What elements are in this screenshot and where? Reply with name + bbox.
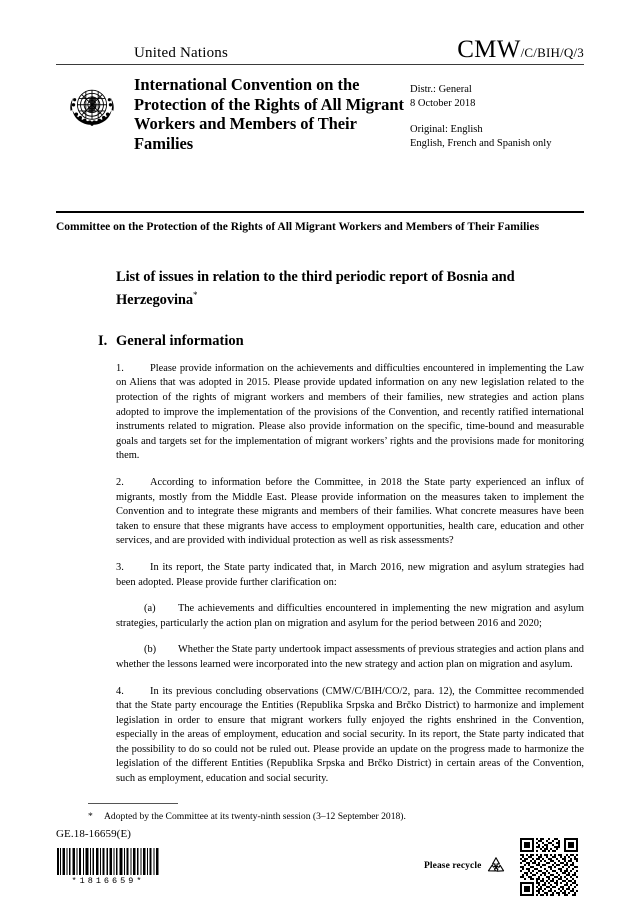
paragraph-3 [116, 561, 584, 590]
document-symbol-main: CMW [457, 36, 521, 63]
masthead-bottom-rule [56, 211, 584, 213]
paragraph-number: (b) [144, 644, 157, 656]
convention-title: International Convention on the Protection of the Rights of All Migrant Workers and Members of Their Families [134, 75, 404, 153]
recycle-label: Please recycle [424, 861, 482, 871]
paragraph-2 [116, 476, 584, 549]
paragraph-number: 1. [116, 362, 124, 374]
original-language-line: Original: English [410, 124, 483, 135]
paragraph-text: In its previous concluding observations (CMW/C/BIH/CO/2, para. 12), the Committee recommended that the State party encourage the Entities (Republika Srpska and Brčko District) to harmonize and implement legislation in order to ensure that migrant workers fully enjoyed the rights enshrined in the Convention, especially in the areas of employment, education and social security. In its report, the State party indicated that the possibility to do so could not be ruled out. Please provide an update on the progress made to harmonize the legislation of the different Entities (Republika Srpska and Brčko District) in certain areas of the Convention, such as employment, education and social security. [116, 685, 584, 785]
paragraph-4 [116, 685, 584, 787]
document-body [98, 268, 584, 787]
meta-spacer [410, 111, 580, 123]
document-meta [410, 83, 580, 151]
footnote-text: Adopted by the Committee at its twenty-ninth session (3–12 September 2018). [104, 811, 406, 822]
page-title [116, 268, 584, 309]
title-footnote-marker: * [193, 290, 198, 300]
organization-name: United Nations [134, 45, 229, 61]
masthead-top-line [56, 36, 584, 62]
document-symbol [457, 37, 584, 62]
masthead-divider [56, 64, 584, 65]
languages-line: English, French and Spanish only [410, 138, 552, 149]
recycle-notice [424, 855, 507, 877]
un-emblem-icon [64, 79, 120, 135]
distribution-line: Distr.: General [410, 84, 472, 95]
paragraph-text: According to information before the Committee, in 2018 the State party experienced an influx of migrants, mostly from the Middle East. Please provide information on the measures taken to implement the Convention and to integrate these migrants and members of their families. What concrete measures have been taken to ensure that these migrants have access to employment opportunities, health care, education and other services, and are provided with individual protection as well as risk assessments? [116, 476, 584, 547]
recycle-icon [485, 855, 507, 877]
paragraph-1 [116, 362, 584, 464]
paragraph-text: Whether the State party undertook impact assessments of previous strategies and action plans and whether the lessons learned were incorporated into the new strategy and action plan on migration and asylum. [116, 644, 584, 670]
section-number: I. [98, 332, 108, 349]
masthead-title-row [56, 75, 584, 153]
paragraph-text: Please provide information on the achievements and difficulties encountered in implementing the Law on Aliens that was adopted in 2015. Please provide updated information on any new legislation related to the protection of the rights of migrant workers and members of their families, new strategies and action plans adopted to improve the implementation of the provisions of the Convention, and recently ratified international instruments related to migration. Please also provide information on the specific, time-bound and measurable goals and targets set for the implementation of migrant workers’ rights and the provisions made for monitoring them. [116, 362, 584, 462]
ge-document-code: GE.18-16659(E) [56, 828, 132, 840]
footnote [88, 810, 568, 823]
footnote-marker: * [88, 811, 93, 822]
section-heading-general-information [98, 332, 584, 350]
paragraph-3a [116, 602, 584, 631]
masthead [56, 36, 584, 153]
barcode [56, 848, 160, 875]
document-symbol-suffix: /C/BIH/Q/3 [520, 45, 584, 60]
paragraph-text: The achievements and difficulties encountered in implementing the new migration and asylum strategies, particularly the action plan on migration and asylum for the period between 2016 and 2020; [116, 603, 584, 629]
paragraph-number: (a) [144, 603, 156, 615]
date-line: 8 October 2018 [410, 98, 476, 109]
paragraph-number: 3. [116, 561, 124, 573]
barcode-number: *1816659* [71, 876, 145, 886]
page-title-text: List of issues in relation to the third periodic report of Bosnia and Herzegovina [116, 269, 515, 308]
paragraph-3b [116, 643, 584, 672]
paragraph-text: In its report, the State party indicated that, in March 2016, new migration and asylum strategies had been adopted. Please provide further clarification on: [116, 561, 584, 588]
paragraph-number: 4. [116, 685, 124, 697]
section-title: General information [116, 332, 244, 349]
qr-code [520, 838, 578, 896]
footnote-separator [88, 803, 178, 804]
committee-name: Committee on the Protection of the Rights of All Migrant Workers and Members of Their Families [56, 221, 540, 233]
paragraph-number: 2. [116, 476, 124, 488]
